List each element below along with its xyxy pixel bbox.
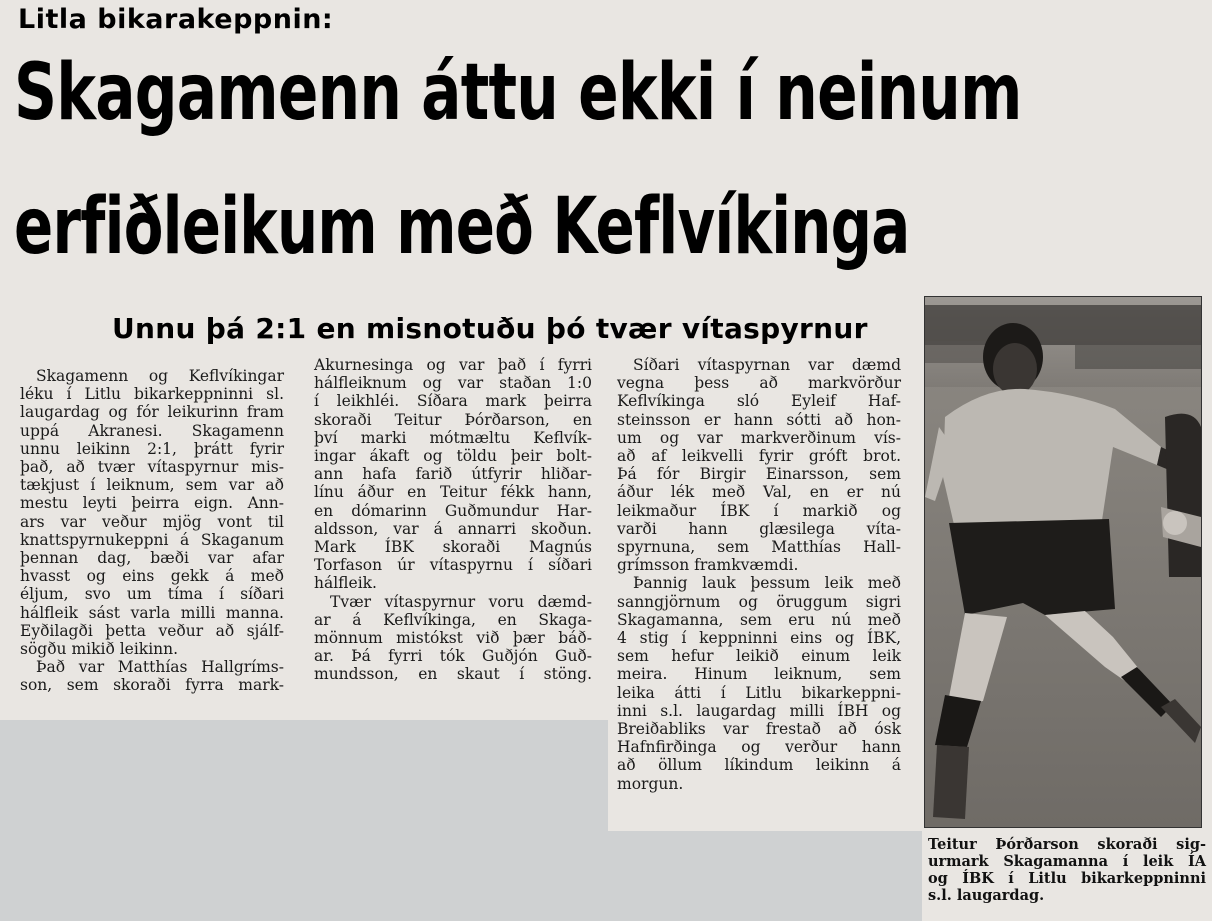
photo-caption-line: Teitur Þórðarson skoraði sig- [928, 836, 1206, 853]
column-2-line: því marki mótmæltu Keflvík- [314, 428, 592, 447]
subheadline: Unnu þá 2:1 en misnotuðu þó tvær vítaspyrnur [112, 312, 868, 345]
column-3-line: morgun. [617, 774, 684, 793]
column-1-line: uppá Akranesi. Skagamenn [20, 421, 284, 440]
article-column-2 [314, 356, 592, 684]
column-3-line: Síðari vítaspyrnan var dæmd [633, 356, 901, 374]
column-2-line: ar á Keflvíkinga, en Skaga- [314, 610, 592, 629]
column-3-line: að af leikvelli fyrir gróft brot. [617, 447, 901, 466]
column-1-line: sögðu mikið leikinn. [20, 640, 179, 659]
column-3-line: leikmaður ÍBK í markið og [617, 501, 901, 520]
column-1-line: tækjust í leiknum, sem var að [20, 476, 284, 495]
column-2-line: línu áður en Teitur fékk hann, [314, 483, 592, 502]
column-2-line: ar. Þá fyrri tók Guðjón Guð- [314, 647, 592, 666]
column-1-line: það, að tvær vítaspyrnur mis- [20, 458, 284, 477]
column-3-line: grímsson framkvæmdi. [617, 556, 799, 575]
column-2-line: Tvær vítaspyrnur voru dæmd- [330, 592, 592, 611]
column-1-line: Það var Matthías Hallgríms- [36, 658, 284, 677]
column-2-line: ann hafa farið útfyrir hliðar- [314, 465, 592, 484]
column-3-line: Keflvíkinga sló Eyleif Haf- [617, 392, 901, 411]
column-1-line: unnu leikinn 2:1, þrátt fyrir [20, 439, 284, 458]
column-1-line: éljum, svo um tíma í síðari [20, 585, 284, 604]
column-3-line: Breiðabliks var frestað að ósk [617, 720, 901, 739]
article-column-3 [617, 356, 901, 793]
column-2-line: ingar ákaft og töldu þeir bolt- [314, 447, 592, 466]
column-3-line: Skagamanna, sem eru nú með [617, 610, 901, 629]
column-3-line: 4 stig í keppninni eins og ÍBK, [617, 629, 901, 648]
column-1-line: Eyðilagði þetta veður að sjálf- [20, 621, 284, 640]
column-3-line: um og var markverðinum vís- [617, 428, 901, 447]
column-2-line: en dómarinn Guðmundur Har- [314, 501, 592, 520]
column-2-line: Torfason úr vítaspyrnu í síðari [314, 556, 592, 575]
column-2-line: Mark ÍBK skoraði Magnús [314, 538, 592, 557]
column-1-line: mestu leyti þeirra eign. Ann- [20, 494, 284, 513]
column-1-line: þennan dag, bæði var afar [20, 549, 284, 568]
column-2-line: í leikhléi. Síðara mark þeirra [314, 392, 592, 411]
column-3-line: inni s.l. laugardag milli ÍBH og [617, 701, 901, 720]
column-2-line: hálfleik. [314, 574, 377, 593]
photo-caption-line: og ÍBK í Litlu bikarkeppninni [928, 870, 1206, 887]
column-2-line: skoraði Teitur Þórðarson, en [314, 410, 592, 429]
column-2-line: Akurnesinga og var það í fyrri [314, 356, 592, 374]
column-3-line: varði hann glæsilega víta- [617, 519, 901, 538]
column-1-line: hálfleik sást varla milli manna. [20, 603, 284, 622]
column-3-line: sem hefur leikið einum leik [617, 647, 901, 666]
column-2-line: mönnum mistókst við þær báð- [314, 629, 592, 648]
column-3-line: vegna þess að markvörður [617, 374, 901, 393]
photo-caption-line: s.l. laugardag. [928, 887, 1045, 904]
column-3-line: spyrnuna, sem Matthías Hall- [617, 538, 901, 557]
column-3-line: sanngjörnum og öruggum sigri [617, 592, 901, 611]
column-2-line: mundsson, en skaut í stöng. [314, 665, 592, 684]
photo-caption-line: urmark Skagamanna í leik ÍA [928, 853, 1206, 870]
column-3-line: að öllum líkindum leikinn á [617, 756, 901, 775]
column-1-line: laugardag og fór leikurinn fram [20, 403, 284, 422]
column-1-line: knattspyrnukeppni á Skaganum [20, 530, 284, 549]
column-1-line: ars var veður mjög vont til [20, 512, 284, 531]
column-3-line: meira. Hinum leiknum, sem [617, 665, 901, 684]
headline-line-1: Skagamenn áttu ekki í neinum [14, 48, 1022, 138]
column-3-line: Þá fór Birgir Einarsson, sem [617, 465, 901, 484]
column-1-line: Skagamenn og Keflvíkingar [36, 367, 284, 385]
column-1-line: hvasst og eins gekk á með [20, 567, 284, 586]
column-1-line: léku í Litlu bikarkeppninni sl. [20, 385, 284, 404]
headline-line-2: erfiðleikum með Keflvíkinga [14, 182, 910, 272]
article-column-1 [20, 367, 284, 695]
column-3-line: Þannig lauk þessum leik með [633, 574, 901, 593]
photo-caption [928, 836, 1206, 904]
column-3-line: áður lék með Val, en er nú [617, 483, 901, 502]
column-3-line: steinsson er hann sótti að hon- [617, 410, 901, 429]
football-player-illustration [925, 297, 1201, 827]
article-kicker: Litla bikarakeppnin: [18, 4, 334, 35]
column-2-line: hálfleiknum og var staðan 1:0 [314, 374, 592, 393]
article-photo [924, 296, 1202, 828]
column-1-line: son, sem skoraði fyrra mark- [20, 676, 284, 695]
column-2-line: aldsson, var á annarri skoðun. [314, 519, 592, 538]
column-3-line: leika átti í Litlu bikarkeppni- [617, 683, 901, 702]
column-3-line: Hafnfirðinga og verður hann [617, 738, 901, 757]
